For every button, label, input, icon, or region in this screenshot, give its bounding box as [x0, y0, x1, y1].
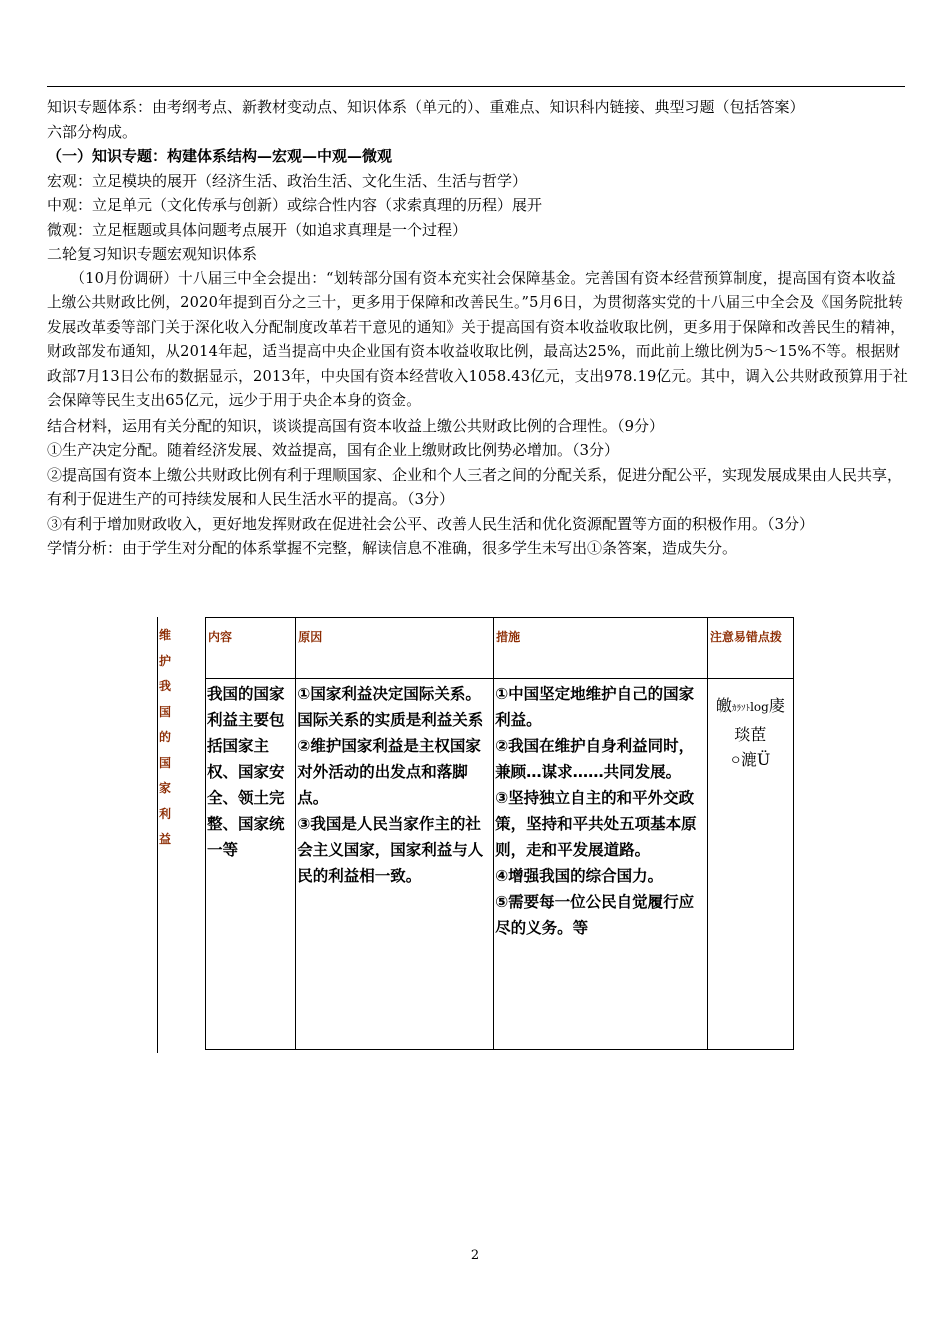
reason-item: ③我国是人民当家作主的社会主义国家，国家利益与人民的利益相一致。: [297, 815, 484, 885]
header-notes: 注意易错点拨: [707, 618, 793, 679]
meso-level: 中观：立足单元（文化传承与创新）或综合性内容（求索真理的历程）展开: [47, 196, 543, 214]
measure-item: ④增强我国的综合国力。: [495, 867, 664, 885]
section-heading: （一）知识专题：构建体系结构—宏观—中观—微观: [47, 147, 393, 165]
cell-notes: [707, 679, 793, 1050]
notes-line: 皦ｶﾗｿﾄlog庱: [716, 696, 785, 715]
reason-item: ②维护国家利益是主权国家对外活动的出发点和落脚点。: [297, 737, 481, 807]
header-rule: [47, 86, 905, 87]
question: 结合材料，运用有关分配的知识，谈谈提高国有资本收益上缴公共财政比例的合理性。（9分）: [47, 416, 665, 435]
intro-line: 六部分构成。: [47, 122, 138, 141]
answer-item: ③有利于增加财政收入，更好地发挥财政在促进社会公平、改善人民生活和优化资源配置等方面的积极作用。（3分）: [47, 514, 815, 533]
document-body: [47, 95, 909, 561]
review-title: 二轮复习知识专题宏观知识体系: [47, 245, 258, 263]
macro-level: 宏观：立足模块的展开（经济生活、政治生活、文化生活、生活与哲学）: [47, 171, 528, 190]
knowledge-table: [157, 617, 794, 1053]
cell-content: 我国的国家利益主要包括国家主权、国家安全、领土完整、国家统一等: [206, 679, 296, 1050]
measure-item: ②我国在维护自身利益同时，兼顾…谋求……共同发展。: [495, 737, 695, 781]
material-paragraph: （10月份调研）十八届三中全会提出：“划转部分国有资本充实社会保障基金。完善国有资本经营预算制度，提高国有资本收益上缴公共财政比例，2020年提到百分之三十，更多用于保障和改善民生。”5月6日，为贯彻落实党的十八届三中全会及《国务院批转发展改革委等部门关于深化收入分配制度改革若干意见的通知》关于提高国有资本收益收取比例，更多用于保障和改善民生的精神，财政部发布通知，从2014年起，适当提高中央企业国有资本收益收取比例，最高达25%，而此前上缴比例为5～15%不等。根据财政部7月13日公布的数据显示，2013年，中央国有资本经营收入1058.43亿元，支出978.19亿元。其中，调入公共财政预算用于社会保障等民生支出65亿元，远少于用于央企本身的资金。: [47, 269, 908, 409]
micro-level: 微观：立足框题或具体问题考点展开（如追求真理是一个过程）: [47, 220, 468, 239]
analysis: 学情分析：由于学生对分配的体系掌握不完整，解读信息不准确，很多学生未写出①条答案，造成失分。: [47, 539, 738, 557]
table-topic: 维护我国的国家利益: [158, 628, 171, 846]
cell-measures: [494, 679, 708, 1050]
reason-item: ①国家利益决定国际关系。国际关系的实质是利益关系: [297, 685, 484, 729]
measure-item: ①中国坚定地维护自己的国家利益。: [495, 685, 695, 729]
header-reason: 原因: [296, 618, 494, 679]
body-row: [206, 679, 794, 1050]
measure-item: ⑤需要每一位公民自觉履行应尽的义务。等: [495, 893, 695, 937]
answer-item: ①生产决定分配。随着经济发展、效益提高，国有企业上缴财政比例势必增加。（3分）: [47, 441, 620, 459]
answer-item: ②提高国有资本上缴公共财政比例有利于理顺国家、企业和个人三者之间的分配关系，促进分配公平，实现发展成果由人民共享，有利于促进生产的可持续发展和人民生活水平的提高。（3分）: [47, 465, 903, 508]
header-content: 内容: [206, 618, 296, 679]
notes-line: 琰茞: [734, 725, 767, 744]
measure-item: ③坚持独立自主的和平外交政策，坚持和平共处五项基本原则，走和平发展道路。: [495, 789, 697, 859]
notes-line: ০漉Ü: [730, 750, 771, 769]
header-measures: 措施: [494, 618, 708, 679]
page-number: 2: [470, 1248, 480, 1263]
header-row: [206, 618, 794, 679]
knowledge-grid: [205, 617, 794, 1050]
cell-reasons: [296, 679, 494, 1050]
intro-line: 知识专题体系：由考纲考点、新教材变动点、知识体系（单元的）、重难点、知识科内链接、典型习题（包括答案）: [47, 98, 805, 116]
